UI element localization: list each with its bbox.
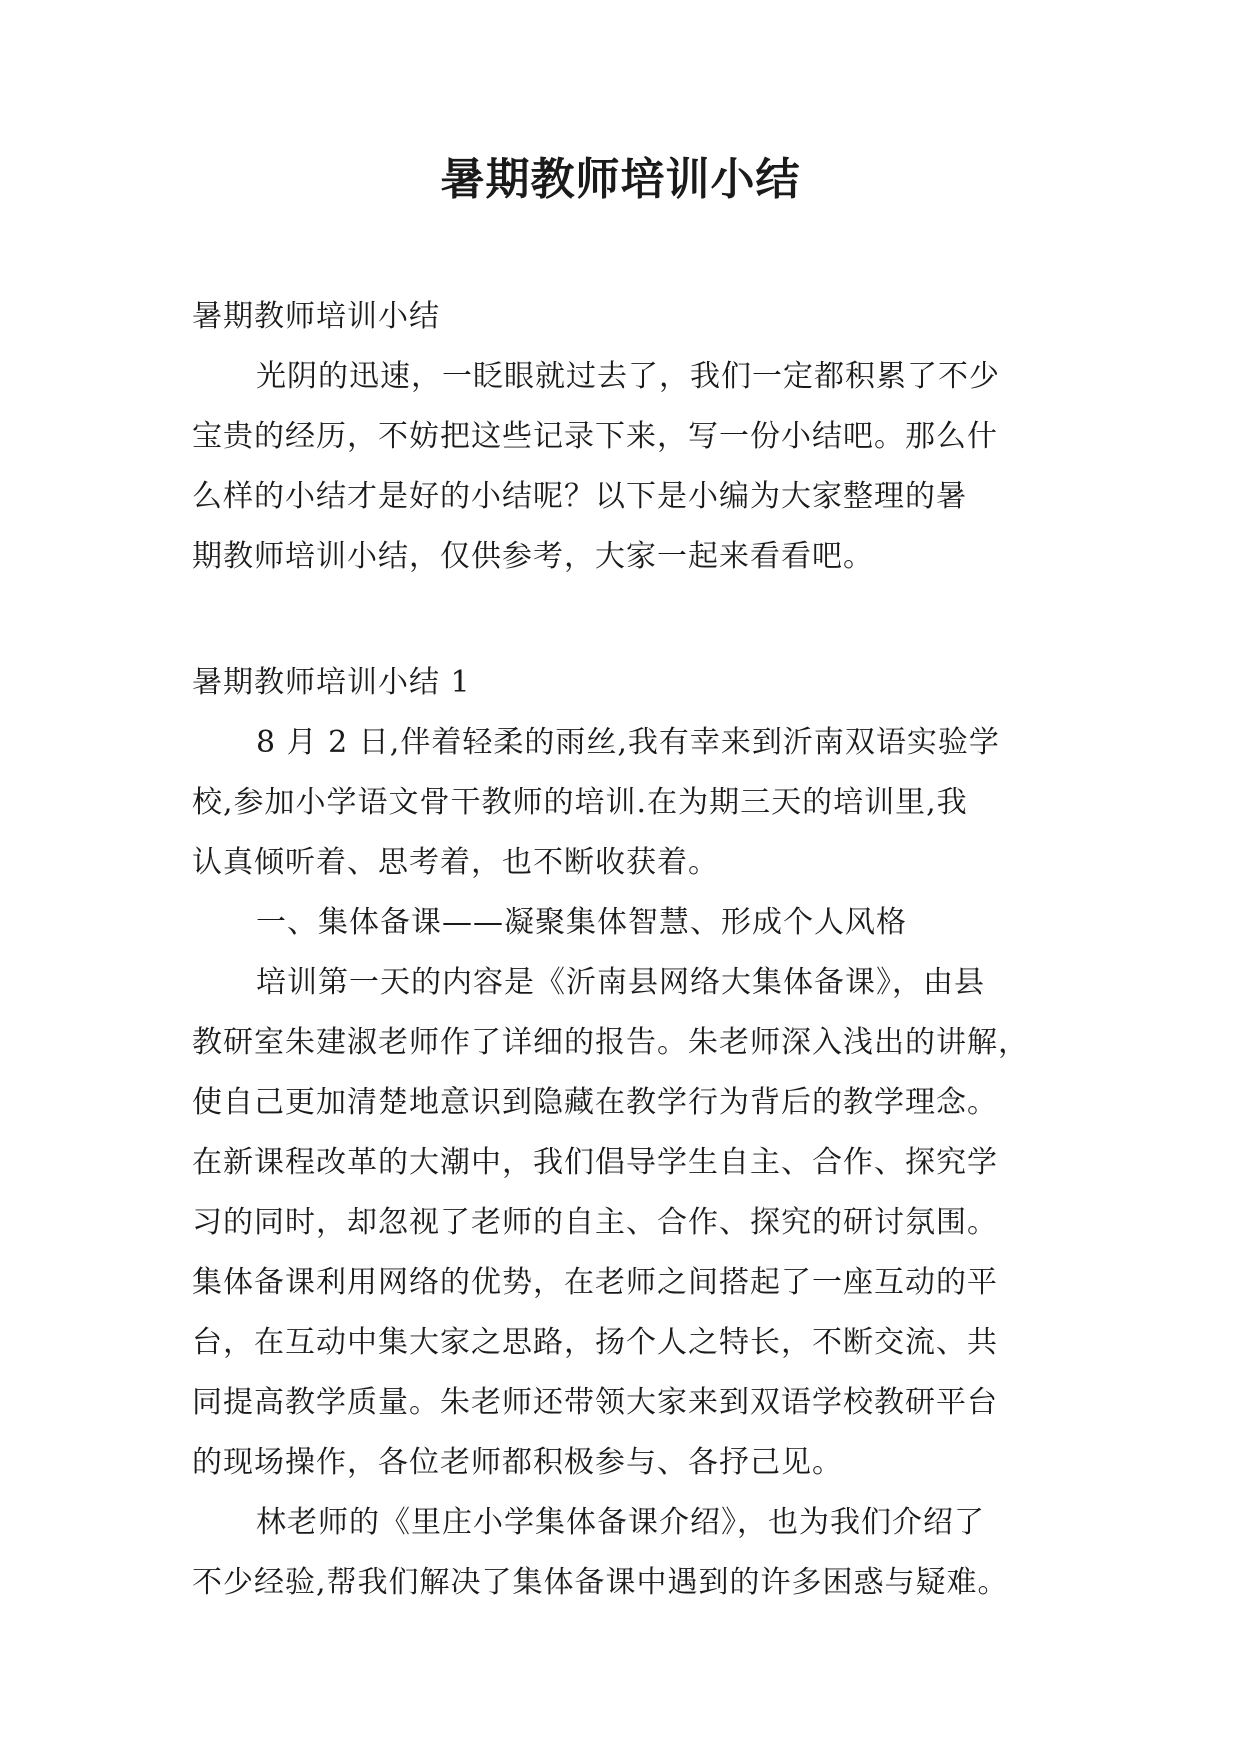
- paragraph-line: 林老师的《里庄小学集体备课介绍》，也为我们介绍了: [256, 1505, 985, 1540]
- section-heading: 暑期教师培训小结: [192, 299, 440, 334]
- paragraph-line: 8 月 2 日,伴着轻柔的雨丝,我有幸来到沂南双语实验学: [256, 725, 1000, 760]
- paragraph-line: 宝贵的经历，不妨把这些记录下来，写一份小结吧。那么什: [192, 419, 998, 454]
- paragraph-gap: [192, 587, 1050, 653]
- section-heading: 暑期教师培训小结 1: [192, 665, 471, 700]
- document-title: 暑期教师培训小结: [440, 154, 801, 205]
- paragraph-line: 校,参加小学语文骨干教师的培训.在为期三天的培训里,我: [192, 785, 968, 820]
- paragraph-line: 认真倾听着、思考着，也不断收获着。: [192, 845, 719, 880]
- paragraph-line: 教研室朱建淑老师作了详细的报告。朱老师深入浅出的讲解，: [192, 1025, 1029, 1060]
- paragraph-line: 台，在互动中集大家之思路，扬个人之特长，不断交流、共: [192, 1325, 998, 1360]
- subsection-heading: 一、集体备课——凝聚集体智慧、形成个人风格: [256, 905, 907, 940]
- paragraph-line: 培训第一天的内容是《沂南县网络大集体备课》，由县: [256, 965, 985, 1000]
- paragraph-line: 么样的小结才是好的小结呢？以下是小编为大家整理的暑: [192, 479, 967, 514]
- paragraph-line: 不少经验,帮我们解决了集体备课中遇到的许多困惑与疑难。: [192, 1565, 1009, 1600]
- paragraph-line: 使自己更加清楚地意识到隐藏在教学行为背后的教学理念。: [192, 1085, 998, 1120]
- paragraph-line: 同提高教学质量。朱老师还带领大家来到双语学校教研平台: [192, 1385, 998, 1420]
- paragraph-line: 习的同时，却忽视了老师的自主、合作、探究的研讨氛围。: [192, 1205, 998, 1240]
- paragraph-line: 集体备课利用网络的优势，在老师之间搭起了一座互动的平: [192, 1265, 998, 1300]
- paragraph-line: 的现场操作，各位老师都积极参与、各抒己见。: [192, 1445, 843, 1480]
- paragraph-line: 在新课程改革的大潮中，我们倡导学生自主、合作、探究学: [192, 1145, 998, 1180]
- paragraph-line: 期教师培训小结，仅供参考，大家一起来看看吧。: [192, 539, 874, 574]
- paragraph-line: 光阴的迅速，一眨眼就过去了，我们一定都积累了不少: [256, 359, 1000, 394]
- document-body: [192, 287, 1050, 1613]
